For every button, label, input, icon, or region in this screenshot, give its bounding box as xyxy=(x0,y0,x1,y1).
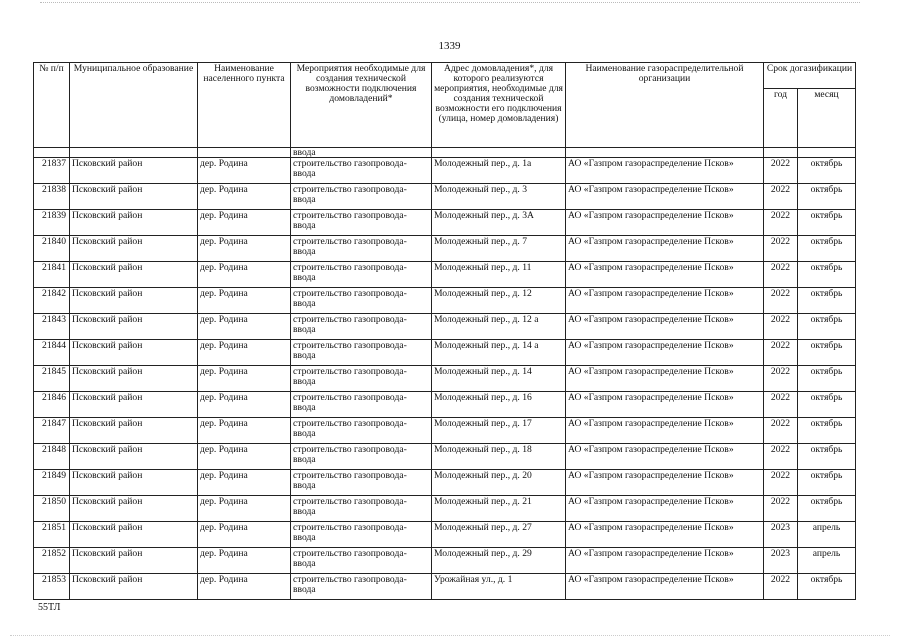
cell-measure: строительство газопровода-ввода xyxy=(291,236,432,262)
cell-year: 2022 xyxy=(764,496,798,522)
cell-measure: строительство газопровода-ввода xyxy=(291,158,432,184)
cell-organization: АО «Газпром газораспределение Псков» xyxy=(566,392,764,418)
cell-municipality: Псковский район xyxy=(70,574,198,600)
table-row xyxy=(34,210,856,236)
cell-settlement: дер. Родина xyxy=(198,184,291,210)
header-year: год xyxy=(764,89,798,148)
cell-month: октябрь xyxy=(798,288,856,314)
table-row xyxy=(34,262,856,288)
cell-num: 21850 xyxy=(34,496,70,522)
cell-address: Урожайная ул., д. 1 xyxy=(432,574,566,600)
cell-address: Молодежный пер., д. 14 а xyxy=(432,340,566,366)
cell-municipality: Псковский район xyxy=(70,470,198,496)
cell-num: 21852 xyxy=(34,548,70,574)
cell-month: октябрь xyxy=(798,470,856,496)
cell-year: 2022 xyxy=(764,340,798,366)
cell-organization: АО «Газпром газораспределение Псков» xyxy=(566,340,764,366)
cell-address: Молодежный пер., д. 3 xyxy=(432,184,566,210)
cell-year: 2022 xyxy=(764,184,798,210)
header-deadline: Срок догазификации xyxy=(764,63,856,89)
cell-month: апрель xyxy=(798,548,856,574)
cell-measure: строительство газопровода-ввода xyxy=(291,314,432,340)
header-measures: Мероприятия необходимые для создания технической возможности подключения домовладений* xyxy=(291,63,432,148)
cell-address: Молодежный пер., д. 11 xyxy=(432,262,566,288)
cell-year: 2023 xyxy=(764,548,798,574)
cell-organization: АО «Газпром газораспределение Псков» xyxy=(566,210,764,236)
cell-municipality: Псковский район xyxy=(70,236,198,262)
table-body xyxy=(34,148,856,600)
cell-num: 21844 xyxy=(34,340,70,366)
cell-num: 21842 xyxy=(34,288,70,314)
cell-month: октябрь xyxy=(798,392,856,418)
table-row xyxy=(34,496,856,522)
cell-municipality: Псковский район xyxy=(70,184,198,210)
cell-num: 21848 xyxy=(34,444,70,470)
cell-month: октябрь xyxy=(798,444,856,470)
cell-settlement: дер. Родина xyxy=(198,158,291,184)
table-row xyxy=(34,470,856,496)
cell-organization: АО «Газпром газораспределение Псков» xyxy=(566,496,764,522)
cell-measure: строительство газопровода-ввода xyxy=(291,444,432,470)
cell-settlement: дер. Родина xyxy=(198,340,291,366)
cell-num: 21841 xyxy=(34,262,70,288)
table-row xyxy=(34,158,856,184)
cell-address: Молодежный пер., д. 20 xyxy=(432,470,566,496)
scan-artifact-top xyxy=(40,2,860,4)
cell-municipality: Псковский район xyxy=(70,262,198,288)
cell-year: 2023 xyxy=(764,522,798,548)
cell-municipality: Псковский район xyxy=(70,210,198,236)
cell-measure: строительство газопровода-ввода xyxy=(291,548,432,574)
cell-organization: АО «Газпром газораспределение Псков» xyxy=(566,470,764,496)
cell-num: 21851 xyxy=(34,522,70,548)
cell-measure: строительство газопровода-ввода xyxy=(291,366,432,392)
cell-num: 21838 xyxy=(34,184,70,210)
cell-settlement: дер. Родина xyxy=(198,262,291,288)
cell-address: Молодежный пер., д. 29 xyxy=(432,548,566,574)
continuation-text: ввода xyxy=(291,148,432,158)
cell-organization: АО «Газпром газораспределение Псков» xyxy=(566,574,764,600)
cell-settlement: дер. Родина xyxy=(198,288,291,314)
cell-year: 2022 xyxy=(764,262,798,288)
cell-num: 21840 xyxy=(34,236,70,262)
cell-num: 21846 xyxy=(34,392,70,418)
table-row xyxy=(34,184,856,210)
table-row xyxy=(34,236,856,262)
cell-month: октябрь xyxy=(798,184,856,210)
table-row xyxy=(34,392,856,418)
header-settlement: Наименование населенного пункта xyxy=(198,63,291,148)
table-row xyxy=(34,444,856,470)
cell-municipality: Псковский район xyxy=(70,288,198,314)
cell-measure: строительство газопровода-ввода xyxy=(291,574,432,600)
table-row xyxy=(34,522,856,548)
cell-municipality: Псковский район xyxy=(70,340,198,366)
cell-address: Молодежный пер., д. 27 xyxy=(432,522,566,548)
cell-organization: АО «Газпром газораспределение Псков» xyxy=(566,548,764,574)
cell-year: 2022 xyxy=(764,392,798,418)
cell-municipality: Псковский район xyxy=(70,392,198,418)
cell-address: Молодежный пер., д. 7 xyxy=(432,236,566,262)
cell-address: Молодежный пер., д. 21 xyxy=(432,496,566,522)
cell-year: 2022 xyxy=(764,158,798,184)
header-address: Адрес домовладения*, для которого реализуются мероприятия, необходимые для создания технической возможности его подключения (улица, номер домовладения) xyxy=(432,63,566,148)
cell-municipality: Псковский район xyxy=(70,366,198,392)
cell-year: 2022 xyxy=(764,366,798,392)
cell-measure: строительство газопровода-ввода xyxy=(291,340,432,366)
cell-month: октябрь xyxy=(798,418,856,444)
cell-settlement: дер. Родина xyxy=(198,470,291,496)
continuation-row xyxy=(34,148,856,158)
cell-month: октябрь xyxy=(798,340,856,366)
cell-organization: АО «Газпром газораспределение Псков» xyxy=(566,262,764,288)
table-row xyxy=(34,366,856,392)
cell-year: 2022 xyxy=(764,314,798,340)
cell-month: октябрь xyxy=(798,262,856,288)
cell-year: 2022 xyxy=(764,236,798,262)
cell-address: Молодежный пер., д. 3А xyxy=(432,210,566,236)
cell-address: Молодежный пер., д. 14 xyxy=(432,366,566,392)
cell-municipality: Псковский район xyxy=(70,158,198,184)
cell-settlement: дер. Родина xyxy=(198,522,291,548)
cell-year: 2022 xyxy=(764,288,798,314)
cell-organization: АО «Газпром газораспределение Псков» xyxy=(566,418,764,444)
cell-measure: строительство газопровода-ввода xyxy=(291,418,432,444)
cell-month: октябрь xyxy=(798,314,856,340)
cell-settlement: дер. Родина xyxy=(198,366,291,392)
cell-month: апрель xyxy=(798,522,856,548)
scan-artifact-bottom xyxy=(10,635,890,637)
header-organization: Наименование газораспределительной организации xyxy=(566,63,764,148)
cell-settlement: дер. Родина xyxy=(198,314,291,340)
cell-organization: АО «Газпром газораспределение Псков» xyxy=(566,444,764,470)
cell-month: октябрь xyxy=(798,496,856,522)
cell-measure: строительство газопровода-ввода xyxy=(291,184,432,210)
cell-organization: АО «Газпром газораспределение Псков» xyxy=(566,522,764,548)
cell-num: 21845 xyxy=(34,366,70,392)
cell-organization: АО «Газпром газораспределение Псков» xyxy=(566,184,764,210)
cell-num: 21847 xyxy=(34,418,70,444)
cell-year: 2022 xyxy=(764,470,798,496)
cell-settlement: дер. Родина xyxy=(198,496,291,522)
table-row xyxy=(34,340,856,366)
table-row xyxy=(34,418,856,444)
cell-address: Молодежный пер., д. 17 xyxy=(432,418,566,444)
table-row xyxy=(34,548,856,574)
cell-organization: АО «Газпром газораспределение Псков» xyxy=(566,288,764,314)
cell-municipality: Псковский район xyxy=(70,418,198,444)
cell-municipality: Псковский район xyxy=(70,548,198,574)
cell-municipality: Псковский район xyxy=(70,496,198,522)
cell-organization: АО «Газпром газораспределение Псков» xyxy=(566,236,764,262)
cell-address: Молодежный пер., д. 18 xyxy=(432,444,566,470)
cell-measure: строительство газопровода-ввода xyxy=(291,262,432,288)
cell-settlement: дер. Родина xyxy=(198,418,291,444)
cell-year: 2022 xyxy=(764,210,798,236)
table-row xyxy=(34,314,856,340)
cell-measure: строительство газопровода-ввода xyxy=(291,392,432,418)
cell-month: октябрь xyxy=(798,574,856,600)
cell-num: 21843 xyxy=(34,314,70,340)
table-row xyxy=(34,288,856,314)
cell-settlement: дер. Родина xyxy=(198,548,291,574)
cell-measure: строительство газопровода-ввода xyxy=(291,288,432,314)
cell-municipality: Псковский район xyxy=(70,522,198,548)
cell-settlement: дер. Родина xyxy=(198,444,291,470)
cell-address: Молодежный пер., д. 1а xyxy=(432,158,566,184)
cell-address: Молодежный пер., д. 12 xyxy=(432,288,566,314)
cell-measure: строительство газопровода-ввода xyxy=(291,522,432,548)
page-number: 1339 xyxy=(438,40,461,52)
cell-settlement: дер. Родина xyxy=(198,392,291,418)
cell-month: октябрь xyxy=(798,158,856,184)
cell-month: октябрь xyxy=(798,210,856,236)
cell-month: октябрь xyxy=(798,366,856,392)
cell-settlement: дер. Родина xyxy=(198,236,291,262)
table-header xyxy=(34,63,856,148)
cell-municipality: Псковский район xyxy=(70,444,198,470)
cell-settlement: дер. Родина xyxy=(198,574,291,600)
cell-organization: АО «Газпром газораспределение Псков» xyxy=(566,158,764,184)
cell-num: 21853 xyxy=(34,574,70,600)
cell-year: 2022 xyxy=(764,418,798,444)
cell-address: Молодежный пер., д. 12 а xyxy=(432,314,566,340)
cell-num: 21839 xyxy=(34,210,70,236)
cell-year: 2022 xyxy=(764,444,798,470)
cell-measure: строительство газопровода-ввода xyxy=(291,496,432,522)
cell-organization: АО «Газпром газораспределение Псков» xyxy=(566,314,764,340)
cell-month: октябрь xyxy=(798,236,856,262)
header-month: месяц xyxy=(798,89,856,148)
cell-num: 21837 xyxy=(34,158,70,184)
cell-settlement: дер. Родина xyxy=(198,210,291,236)
footer-code: 55ТЛ xyxy=(38,602,61,613)
cell-measure: строительство газопровода-ввода xyxy=(291,470,432,496)
cell-address: Молодежный пер., д. 16 xyxy=(432,392,566,418)
table-row xyxy=(34,574,856,600)
cell-year: 2022 xyxy=(764,574,798,600)
header-municipality: Муниципальное образование xyxy=(70,63,198,148)
cell-measure: строительство газопровода-ввода xyxy=(291,210,432,236)
cell-municipality: Псковский район xyxy=(70,314,198,340)
cell-num: 21849 xyxy=(34,470,70,496)
cell-organization: АО «Газпром газораспределение Псков» xyxy=(566,366,764,392)
header-num: № п/п xyxy=(34,63,70,148)
gasification-table xyxy=(33,62,856,600)
